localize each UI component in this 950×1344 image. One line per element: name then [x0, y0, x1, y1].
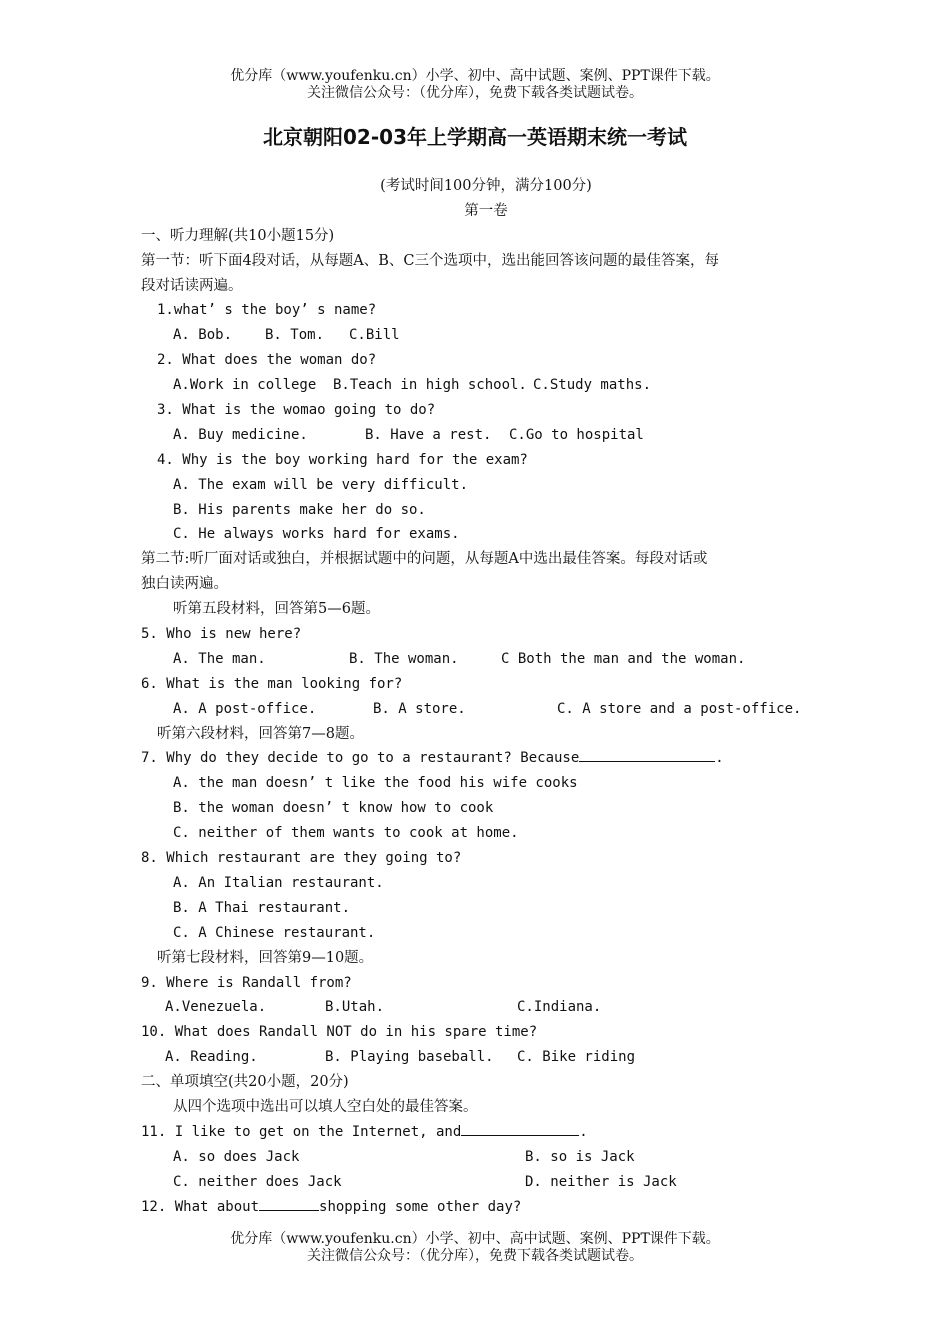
segment-5-text: 听第五段材料，回答第5—6题。 [173, 601, 380, 618]
option-1c: C.Bill [349, 327, 400, 344]
option-3a: A. Buy medicine. [173, 426, 308, 443]
section-1-heading: 一、听力理解(共10小题15分) [141, 227, 335, 244]
header-line-2: 关注微信公众号：（优分库），免费下载各类试题试卷。 [307, 85, 643, 101]
question-12-text-start: 12. What about [141, 1198, 260, 1215]
exam-subtitle: (考试时间100分钟，满分100分) [380, 178, 592, 194]
section-2-instruction: 从四个选项中选出可以填人空白处的最佳答案。 [173, 1098, 478, 1115]
question-11-text: 11. I like to get on the Internet, and [141, 1123, 462, 1140]
section-2-heading: 二、单项填空(共20小题，20分) [141, 1074, 349, 1091]
option-4c: C. He always works hard for exams. [173, 526, 460, 543]
question-1-text: 1.what’ s the boy’ s name? [157, 302, 377, 319]
option-2a: A.Work in college [173, 377, 317, 394]
option-9a: A.Venezuela. [165, 999, 267, 1016]
question-5-options [141, 647, 831, 672]
question-5: 5. Who is new here? [141, 626, 302, 643]
question-1-options [141, 323, 831, 348]
question-12 [141, 1195, 831, 1220]
question-1 [141, 298, 831, 323]
question-11 [141, 1120, 831, 1145]
option-9c: C.Indiana. [517, 999, 602, 1016]
question-3-text: 3. What is the womao going to do? [157, 402, 436, 419]
option-4b-row [141, 498, 831, 523]
exam-body [141, 174, 831, 1219]
option-10a: A. Reading. [165, 1049, 258, 1066]
option-7c: C. neither of them wants to cook at home. [173, 825, 519, 842]
option-9b: B.Utah. [325, 999, 385, 1016]
option-2b: B.Teach in high school. [333, 377, 527, 394]
part-2-instruction-1: 第二节:听厂面对话或独白，并根据试题中的问题，从每题A中选出最佳答案。每段对话或 [141, 551, 708, 568]
answer-blank-11[interactable] [461, 1120, 579, 1136]
question-9: 9. Where is Randall from? [141, 974, 352, 991]
part-1-instruction-2: 段对话读两遍。 [141, 277, 243, 294]
answer-blank-7[interactable] [579, 746, 715, 762]
option-6b: B. A store. [373, 700, 466, 717]
segment-6-note [141, 722, 831, 747]
question-6: 6. What is the man looking for? [141, 675, 403, 692]
question-12-text-end: shopping some other day? [319, 1198, 522, 1215]
page-header [0, 68, 950, 102]
question-7-text: 7. Why do they decide to go to a restaurant? Because [141, 750, 580, 767]
option-6c: C. A store and a post-office. [557, 700, 802, 717]
option-8a: A. An Italian restaurant. [173, 874, 384, 891]
exam-title: 北京朝阳02-03年上学期高一英语期末统一考试 [263, 125, 687, 149]
question-3-options [141, 423, 831, 448]
option-6a: A. A post-office. [173, 700, 317, 717]
question-10-options [141, 1045, 831, 1070]
question-10: 10. What does Randall NOT do in his spare time? [141, 1024, 538, 1041]
option-3c: C.Go to hospital [509, 426, 644, 443]
option-8a-row [141, 871, 831, 896]
segment-6-text: 听第六段材料，回答第7—8题。 [157, 725, 364, 742]
option-7a: A. the man doesn’ t like the food his wife cooks [173, 775, 578, 792]
footer-line-1: 优分库（www.youfenku.cn）小学、初中、高中试题、案例、PPT课件下载。 [230, 1231, 720, 1247]
option-8b: B. A Thai restaurant. [173, 899, 351, 916]
option-7a-row [141, 771, 831, 796]
option-8c: C. A Chinese restaurant. [173, 924, 376, 941]
option-1b: B. Tom. [265, 327, 325, 344]
option-1a: A. Bob. [173, 327, 233, 344]
question-6-options [141, 697, 831, 722]
option-8b-row [141, 896, 831, 921]
question-9-options [141, 995, 831, 1020]
page-footer [0, 1231, 950, 1265]
option-7c-row [141, 821, 831, 846]
option-3b: B. Have a rest. [365, 426, 492, 443]
option-11c: C. neither does Jack [173, 1173, 342, 1190]
option-5a: A. The man. [173, 650, 266, 667]
footer-line-2: 关注微信公众号：（优分库），免费下载各类试题试卷。 [307, 1248, 643, 1264]
option-10c: C. Bike riding [517, 1049, 636, 1066]
question-2 [141, 348, 831, 373]
segment-7-text: 听第七段材料，回答第9—10题。 [157, 949, 374, 966]
option-2c: C.Study maths. [533, 377, 652, 394]
question-4 [141, 448, 831, 473]
segment-7-note [141, 946, 831, 971]
question-4-text: 4. Why is the boy working hard for the exam? [157, 451, 528, 468]
option-7b-row [141, 796, 831, 821]
question-2-options [141, 373, 831, 398]
question-7 [141, 746, 831, 771]
option-5c: C Both the man and the woman. [501, 650, 746, 667]
question-11-period: . [579, 1123, 588, 1140]
part-2-instruction-2: 独白读两遍。 [141, 576, 228, 593]
question-2-text: 2. What does the woman do? [157, 352, 377, 369]
question-8: 8. Which restaurant are they going to? [141, 850, 462, 867]
question-11-options-row-2 [141, 1170, 831, 1195]
volume-label: 第一卷 [464, 202, 508, 219]
option-8c-row [141, 921, 831, 946]
option-11d: D. neither is Jack [525, 1173, 677, 1190]
option-11a: A. so does Jack [173, 1148, 300, 1165]
question-7-period: . [715, 750, 724, 767]
option-4b: B. His parents make her do so. [173, 501, 426, 518]
part-1-instruction-1: 第一节：听下面4段对话，从每题A、B、C三个选项中，选出能回答该问题的最佳答案，每 [141, 252, 719, 269]
section-2-instruction-row [141, 1095, 831, 1120]
question-11-options-row-1 [141, 1145, 831, 1170]
option-4a-row [141, 473, 831, 498]
option-4c-row [141, 522, 831, 547]
segment-5-note [141, 597, 831, 622]
option-4a: A. The exam will be very difficult. [173, 476, 469, 493]
option-5b: B. The woman. [349, 650, 459, 667]
option-7b: B. the woman doesn’ t know how to cook [173, 800, 494, 817]
header-line-1: 优分库（www.youfenku.cn）小学、初中、高中试题、案例、PPT课件下载。 [230, 68, 720, 84]
option-10b: B. Playing baseball. [325, 1049, 494, 1066]
option-11b: B. so is Jack [525, 1148, 635, 1165]
question-3 [141, 398, 831, 423]
answer-blank-12[interactable] [259, 1195, 319, 1211]
